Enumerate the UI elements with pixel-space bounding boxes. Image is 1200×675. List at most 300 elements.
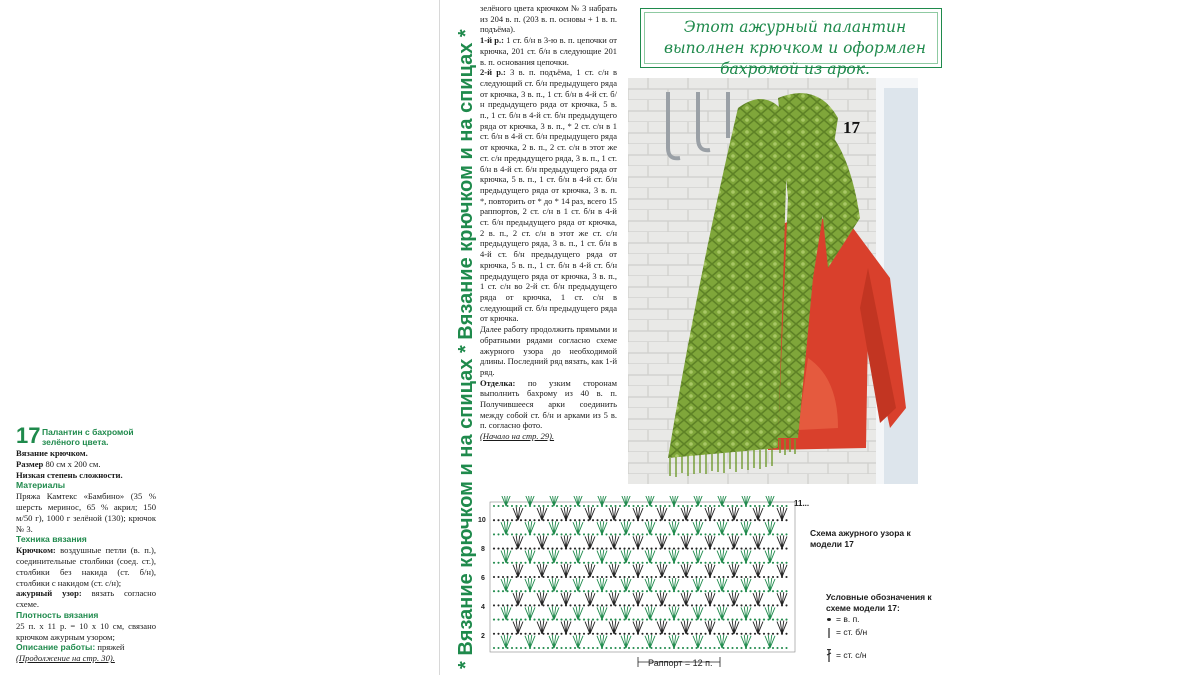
shell-stitch-mark bbox=[525, 496, 535, 506]
chain-stitch-mark bbox=[641, 548, 643, 550]
shell-stitch-mark bbox=[717, 606, 727, 619]
chain-stitch-mark bbox=[538, 604, 540, 606]
chain-stitch-mark bbox=[682, 633, 684, 635]
pattern-body: вязать согласно схеме. bbox=[16, 588, 156, 610]
chain-stitch-mark bbox=[704, 576, 706, 578]
chain-stitch-mark bbox=[749, 619, 751, 621]
chain-stitch-mark bbox=[785, 604, 787, 606]
chain-stitch-mark bbox=[785, 647, 787, 649]
chain-stitch-mark bbox=[511, 505, 513, 507]
chain-stitch-icon bbox=[826, 613, 836, 626]
chain-stitch-mark bbox=[605, 519, 607, 521]
shell-stitch-mark bbox=[645, 521, 655, 534]
chain-stitch-mark bbox=[511, 519, 513, 521]
chain-stitch-mark bbox=[749, 576, 751, 578]
shell-stitch-mark bbox=[573, 578, 583, 591]
chain-stitch-mark bbox=[772, 619, 774, 621]
shell-stitch-mark bbox=[633, 621, 643, 634]
chain-stitch-mark bbox=[556, 604, 558, 606]
chain-stitch-mark bbox=[691, 533, 693, 535]
shell-stitch-mark bbox=[669, 578, 679, 591]
chain-stitch-mark bbox=[574, 590, 576, 592]
chain-stitch-mark bbox=[713, 505, 715, 507]
shell-stitch-mark bbox=[561, 507, 571, 520]
chain-stitch-mark bbox=[511, 533, 513, 535]
chain-stitch-mark bbox=[655, 647, 657, 649]
shell-stitch-mark bbox=[681, 621, 691, 634]
chain-stitch-mark bbox=[637, 619, 639, 621]
shell-stitch-mark bbox=[525, 606, 535, 619]
finish-label: Отделка: bbox=[480, 377, 516, 388]
shell-stitch-mark bbox=[633, 564, 643, 577]
description-body: пряжей bbox=[95, 642, 125, 653]
shell-stitch-mark bbox=[501, 496, 511, 506]
chain-stitch-mark bbox=[502, 633, 504, 635]
chain-stitch-mark bbox=[619, 590, 621, 592]
shell-stitch-mark bbox=[597, 606, 607, 619]
continuation-link[interactable]: (Продолжение на стр. 30). bbox=[16, 653, 115, 664]
shell-stitch-mark bbox=[669, 606, 679, 619]
chain-stitch-mark bbox=[502, 519, 504, 521]
shell-stitch-mark bbox=[765, 578, 775, 591]
chain-stitch-mark bbox=[574, 576, 576, 578]
shell-stitch-mark bbox=[669, 635, 679, 648]
chain-stitch-mark bbox=[502, 548, 504, 550]
size-label: Размер bbox=[16, 458, 44, 469]
chain-stitch-mark bbox=[565, 619, 567, 621]
chain-stitch-mark bbox=[763, 633, 765, 635]
row-1-paragraph bbox=[480, 35, 617, 67]
chain-stitch-mark bbox=[560, 548, 562, 550]
chain-stitch-mark bbox=[502, 590, 504, 592]
chain-stitch-mark bbox=[677, 619, 679, 621]
chain-stitch-mark bbox=[677, 604, 679, 606]
crochet-chart bbox=[470, 496, 810, 672]
chain-stitch-mark bbox=[538, 505, 540, 507]
chain-stitch-mark bbox=[556, 633, 558, 635]
chain-stitch-mark bbox=[682, 519, 684, 521]
chain-stitch-mark bbox=[713, 633, 715, 635]
chain-stitch-mark bbox=[637, 590, 639, 592]
chain-stitch-mark bbox=[754, 633, 756, 635]
chain-stitch-mark bbox=[736, 562, 738, 564]
chain-stitch-mark bbox=[655, 619, 657, 621]
chain-stitch-mark bbox=[547, 548, 549, 550]
shell-stitch-mark bbox=[513, 535, 523, 548]
shell-stitch-mark bbox=[777, 621, 787, 634]
chain-stitch-mark bbox=[763, 505, 765, 507]
chain-stitch-mark bbox=[668, 604, 670, 606]
chain-stitch-mark bbox=[767, 604, 769, 606]
shell-stitch-mark bbox=[729, 535, 739, 548]
chain-stitch-mark bbox=[668, 505, 670, 507]
chain-stitch-mark bbox=[497, 619, 499, 621]
shell-stitch-mark bbox=[693, 496, 703, 506]
chain-stitch-mark bbox=[538, 633, 540, 635]
row-label-4: 4 bbox=[481, 604, 485, 611]
chain-stitch-mark bbox=[650, 519, 652, 521]
chain-stitch-mark bbox=[749, 533, 751, 535]
chain-stitch-mark bbox=[556, 562, 558, 564]
chain-stitch-mark bbox=[601, 548, 603, 550]
chain-stitch-mark bbox=[745, 633, 747, 635]
chain-stitch-mark bbox=[700, 604, 702, 606]
chain-stitch-mark bbox=[709, 562, 711, 564]
chain-stitch-mark bbox=[655, 576, 657, 578]
shell-stitch-mark bbox=[717, 496, 727, 506]
chain-stitch-mark bbox=[524, 619, 526, 621]
chain-stitch-mark bbox=[668, 519, 670, 521]
chain-stitch-mark bbox=[772, 562, 774, 564]
chain-stitch-mark bbox=[560, 505, 562, 507]
chain-stitch-mark bbox=[673, 633, 675, 635]
chain-stitch-mark bbox=[749, 548, 751, 550]
shell-stitch-mark bbox=[669, 521, 679, 534]
chain-stitch-mark bbox=[583, 505, 585, 507]
chain-stitch-mark bbox=[677, 533, 679, 535]
chain-stitch-mark bbox=[515, 590, 517, 592]
chain-stitch-mark bbox=[695, 519, 697, 521]
chain-stitch-mark bbox=[718, 533, 720, 535]
pattern-label: ажурный узор: bbox=[16, 588, 82, 599]
shell-stitch-mark bbox=[621, 521, 631, 534]
chain-stitch-mark bbox=[776, 633, 778, 635]
chain-stitch-mark bbox=[596, 505, 598, 507]
chain-stitch-mark bbox=[709, 647, 711, 649]
chain-stitch-mark bbox=[785, 576, 787, 578]
chain-stitch-mark bbox=[641, 619, 643, 621]
chain-stitch-mark bbox=[745, 548, 747, 550]
chain-stitch-mark bbox=[650, 633, 652, 635]
chain-stitch-mark bbox=[497, 633, 499, 635]
chain-stitch-mark bbox=[520, 619, 522, 621]
chain-stitch-mark bbox=[718, 619, 720, 621]
chain-stitch-mark bbox=[587, 562, 589, 564]
chain-stitch-mark bbox=[664, 590, 666, 592]
chain-stitch-mark bbox=[641, 519, 643, 521]
chain-stitch-mark bbox=[763, 548, 765, 550]
chain-stitch-mark bbox=[754, 590, 756, 592]
chain-stitch-mark bbox=[713, 576, 715, 578]
shell-stitch-mark bbox=[513, 507, 523, 520]
chain-stitch-mark bbox=[767, 548, 769, 550]
chain-stitch-mark bbox=[619, 505, 621, 507]
chain-stitch-mark bbox=[691, 519, 693, 521]
chain-stitch-mark bbox=[718, 633, 720, 635]
chain-stitch-mark bbox=[749, 647, 751, 649]
chain-stitch-mark bbox=[538, 590, 540, 592]
chain-stitch-mark bbox=[614, 562, 616, 564]
chain-stitch-mark bbox=[578, 633, 580, 635]
chain-stitch-mark bbox=[497, 562, 499, 564]
chain-stitch-mark bbox=[506, 548, 508, 550]
chain-stitch-mark bbox=[538, 519, 540, 521]
chain-stitch-mark bbox=[569, 548, 571, 550]
chain-stitch-mark bbox=[668, 647, 670, 649]
chain-stitch-mark bbox=[542, 562, 544, 564]
shell-stitch-mark bbox=[561, 564, 571, 577]
chain-stitch-mark bbox=[767, 633, 769, 635]
chain-stitch-mark bbox=[605, 562, 607, 564]
chain-stitch-mark bbox=[772, 633, 774, 635]
shell-stitch-mark bbox=[633, 507, 643, 520]
chain-stitch-mark bbox=[722, 604, 724, 606]
shell-stitch-mark bbox=[573, 606, 583, 619]
chain-stitch-mark bbox=[574, 604, 576, 606]
chain-stitch-mark bbox=[763, 562, 765, 564]
instructions-text bbox=[480, 3, 617, 442]
chain-stitch-mark bbox=[704, 505, 706, 507]
chain-stitch-mark bbox=[502, 533, 504, 535]
chain-stitch-mark bbox=[776, 533, 778, 535]
caption-box bbox=[640, 8, 942, 78]
chain-stitch-mark bbox=[763, 519, 765, 521]
chain-stitch-mark bbox=[610, 548, 612, 550]
chain-stitch-mark bbox=[736, 519, 738, 521]
chain-stitch-mark bbox=[785, 548, 787, 550]
chain-stitch-mark bbox=[772, 604, 774, 606]
chain-stitch-mark bbox=[506, 604, 508, 606]
chain-stitch-mark bbox=[695, 633, 697, 635]
chain-stitch-mark bbox=[691, 505, 693, 507]
chain-stitch-mark bbox=[628, 633, 630, 635]
chain-stitch-mark bbox=[524, 505, 526, 507]
chain-stitch-mark bbox=[524, 590, 526, 592]
chain-stitch-mark bbox=[641, 633, 643, 635]
shell-stitch-mark bbox=[597, 635, 607, 648]
chain-stitch-mark bbox=[578, 604, 580, 606]
chain-stitch-mark bbox=[776, 548, 778, 550]
chain-stitch-mark bbox=[551, 548, 553, 550]
chain-stitch-mark bbox=[727, 505, 729, 507]
chain-stitch-mark bbox=[556, 647, 558, 649]
shell-stitch-mark bbox=[669, 550, 679, 563]
chain-stitch-mark bbox=[673, 604, 675, 606]
chain-stitch-mark bbox=[664, 505, 666, 507]
chain-stitch-mark bbox=[673, 519, 675, 521]
finish-text: по узким сторонам выполнить бахрому из 40 в. п. Получившееся арки соединить между собой ст. б/н и арками из 5 в. п. согласно фото. bbox=[480, 377, 617, 431]
chain-stitch-mark bbox=[619, 633, 621, 635]
chain-stitch-mark bbox=[632, 505, 634, 507]
chain-stitch-mark bbox=[659, 590, 661, 592]
chain-stitch-mark bbox=[515, 647, 517, 649]
chain-stitch-mark bbox=[713, 590, 715, 592]
shell-stitch-mark bbox=[681, 564, 691, 577]
chain-stitch-mark bbox=[547, 633, 549, 635]
start-reference-link[interactable]: (Начало на стр. 29). bbox=[480, 431, 555, 442]
shell-stitch-mark bbox=[537, 592, 547, 605]
chain-stitch-mark bbox=[758, 505, 760, 507]
chain-stitch-mark bbox=[497, 519, 499, 521]
chain-stitch-mark bbox=[583, 619, 585, 621]
shell-stitch-mark bbox=[585, 564, 595, 577]
shell-stitch-mark bbox=[753, 564, 763, 577]
chain-stitch-mark bbox=[772, 548, 774, 550]
chain-stitch-mark bbox=[745, 519, 747, 521]
chain-stitch-mark bbox=[632, 633, 634, 635]
shell-stitch-mark bbox=[657, 592, 667, 605]
chain-stitch-mark bbox=[592, 604, 594, 606]
chain-stitch-mark bbox=[704, 619, 706, 621]
chain-stitch-mark bbox=[610, 590, 612, 592]
chain-stitch-mark bbox=[686, 533, 688, 535]
chain-stitch-mark bbox=[592, 519, 594, 521]
chain-stitch-mark bbox=[547, 562, 549, 564]
chain-stitch-mark bbox=[574, 548, 576, 550]
chain-stitch-mark bbox=[632, 562, 634, 564]
chain-stitch-mark bbox=[497, 590, 499, 592]
chain-stitch-mark bbox=[569, 619, 571, 621]
chain-stitch-mark bbox=[569, 576, 571, 578]
chain-stitch-mark bbox=[596, 562, 598, 564]
chain-stitch-mark bbox=[569, 505, 571, 507]
chain-stitch-mark bbox=[533, 533, 535, 535]
chain-stitch-mark bbox=[556, 519, 558, 521]
chain-stitch-mark bbox=[533, 619, 535, 621]
shell-stitch-mark bbox=[585, 592, 595, 605]
shell-stitch-mark bbox=[609, 564, 619, 577]
chain-stitch-mark bbox=[785, 505, 787, 507]
chain-stitch-mark bbox=[646, 590, 648, 592]
chain-stitch-mark bbox=[524, 562, 526, 564]
shell-stitch-mark bbox=[513, 564, 523, 577]
chain-stitch-mark bbox=[502, 647, 504, 649]
chain-stitch-mark bbox=[515, 619, 517, 621]
chain-stitch-mark bbox=[623, 604, 625, 606]
chain-stitch-mark bbox=[691, 619, 693, 621]
chain-stitch-mark bbox=[745, 576, 747, 578]
chain-stitch-mark bbox=[619, 604, 621, 606]
chain-stitch-mark bbox=[655, 519, 657, 521]
chain-stitch-mark bbox=[560, 576, 562, 578]
chain-stitch-mark bbox=[740, 633, 742, 635]
chain-stitch-mark bbox=[763, 619, 765, 621]
chain-stitch-mark bbox=[592, 562, 594, 564]
chain-stitch-mark bbox=[533, 604, 535, 606]
chain-stitch-mark bbox=[731, 562, 733, 564]
chain-stitch-mark bbox=[605, 604, 607, 606]
shell-stitch-mark bbox=[717, 521, 727, 534]
chain-stitch-mark bbox=[736, 647, 738, 649]
chain-stitch-mark bbox=[650, 548, 652, 550]
chain-stitch-mark bbox=[727, 590, 729, 592]
shell-stitch-mark bbox=[573, 635, 583, 648]
chain-stitch-mark bbox=[704, 647, 706, 649]
shell-stitch-mark bbox=[549, 635, 559, 648]
chain-stitch-mark bbox=[718, 562, 720, 564]
shell-stitch-mark bbox=[741, 578, 751, 591]
shell-stitch-mark bbox=[693, 521, 703, 534]
chain-stitch-mark bbox=[524, 604, 526, 606]
chain-stitch-mark bbox=[497, 647, 499, 649]
chain-stitch-mark bbox=[641, 562, 643, 564]
size-line bbox=[16, 459, 156, 470]
chain-stitch-mark bbox=[740, 533, 742, 535]
chain-stitch-mark bbox=[646, 576, 648, 578]
shell-stitch-mark bbox=[693, 606, 703, 619]
chain-stitch-mark bbox=[605, 633, 607, 635]
shell-stitch-mark bbox=[597, 550, 607, 563]
chain-stitch-mark bbox=[682, 647, 684, 649]
chain-stitch-mark bbox=[659, 533, 661, 535]
shell-stitch-mark bbox=[609, 535, 619, 548]
chain-stitch-mark bbox=[709, 619, 711, 621]
left-page bbox=[280, 0, 440, 675]
chain-stitch-mark bbox=[718, 548, 720, 550]
chain-stitch-mark bbox=[704, 562, 706, 564]
chain-stitch-mark bbox=[713, 562, 715, 564]
chain-stitch-mark bbox=[619, 519, 621, 521]
shell-stitch-mark bbox=[681, 535, 691, 548]
chain-stitch-mark bbox=[632, 619, 634, 621]
chain-stitch-mark bbox=[731, 647, 733, 649]
chain-stitch-mark bbox=[718, 505, 720, 507]
shell-stitch-mark bbox=[753, 592, 763, 605]
chain-stitch-mark bbox=[610, 576, 612, 578]
chain-stitch-mark bbox=[704, 533, 706, 535]
chain-stitch-mark bbox=[736, 604, 738, 606]
shell-stitch-mark bbox=[645, 578, 655, 591]
chain-stitch-mark bbox=[565, 562, 567, 564]
shell-stitch-mark bbox=[741, 550, 751, 563]
chain-stitch-mark bbox=[605, 548, 607, 550]
shell-stitch-mark bbox=[549, 521, 559, 534]
chain-stitch-mark bbox=[560, 590, 562, 592]
chain-stitch-mark bbox=[677, 647, 679, 649]
chain-stitch-mark bbox=[686, 619, 688, 621]
chain-stitch-mark bbox=[520, 604, 522, 606]
chain-stitch-mark bbox=[682, 604, 684, 606]
chain-stitch-mark bbox=[493, 590, 495, 592]
chain-stitch-mark bbox=[749, 519, 751, 521]
legend-row-double-crochet bbox=[826, 649, 936, 662]
chain-stitch-mark bbox=[587, 590, 589, 592]
chain-stitch-mark bbox=[497, 604, 499, 606]
chain-stitch-mark bbox=[529, 519, 531, 521]
shell-stitch-mark bbox=[621, 635, 631, 648]
chain-stitch-mark bbox=[718, 604, 720, 606]
row-1-label: 1-й р.: bbox=[480, 35, 504, 46]
shell-stitch-mark bbox=[501, 635, 511, 648]
chain-stitch-mark bbox=[632, 548, 634, 550]
chain-stitch-mark bbox=[754, 533, 756, 535]
chain-stitch-mark bbox=[583, 590, 585, 592]
chain-stitch-mark bbox=[538, 548, 540, 550]
chain-stitch-mark bbox=[529, 548, 531, 550]
chain-stitch-mark bbox=[515, 562, 517, 564]
chain-stitch-mark bbox=[781, 619, 783, 621]
chain-stitch-mark bbox=[574, 647, 576, 649]
chain-stitch-mark bbox=[668, 562, 670, 564]
chain-stitch-mark bbox=[533, 562, 535, 564]
chain-stitch-mark bbox=[583, 562, 585, 564]
chain-stitch-mark bbox=[592, 590, 594, 592]
shell-stitch-mark bbox=[597, 578, 607, 591]
shell-stitch-mark bbox=[621, 550, 631, 563]
chain-stitch-mark bbox=[740, 576, 742, 578]
chain-stitch-mark bbox=[686, 590, 688, 592]
chain-stitch-mark bbox=[655, 548, 657, 550]
chain-stitch-mark bbox=[754, 562, 756, 564]
chain-stitch-mark bbox=[502, 619, 504, 621]
chain-stitch-mark bbox=[596, 533, 598, 535]
shell-stitch-mark bbox=[765, 635, 775, 648]
chain-stitch-mark bbox=[668, 533, 670, 535]
shell-stitch-mark bbox=[597, 496, 607, 506]
chain-stitch-mark bbox=[772, 519, 774, 521]
chain-stitch-mark bbox=[659, 647, 661, 649]
left-column-text bbox=[16, 448, 156, 664]
